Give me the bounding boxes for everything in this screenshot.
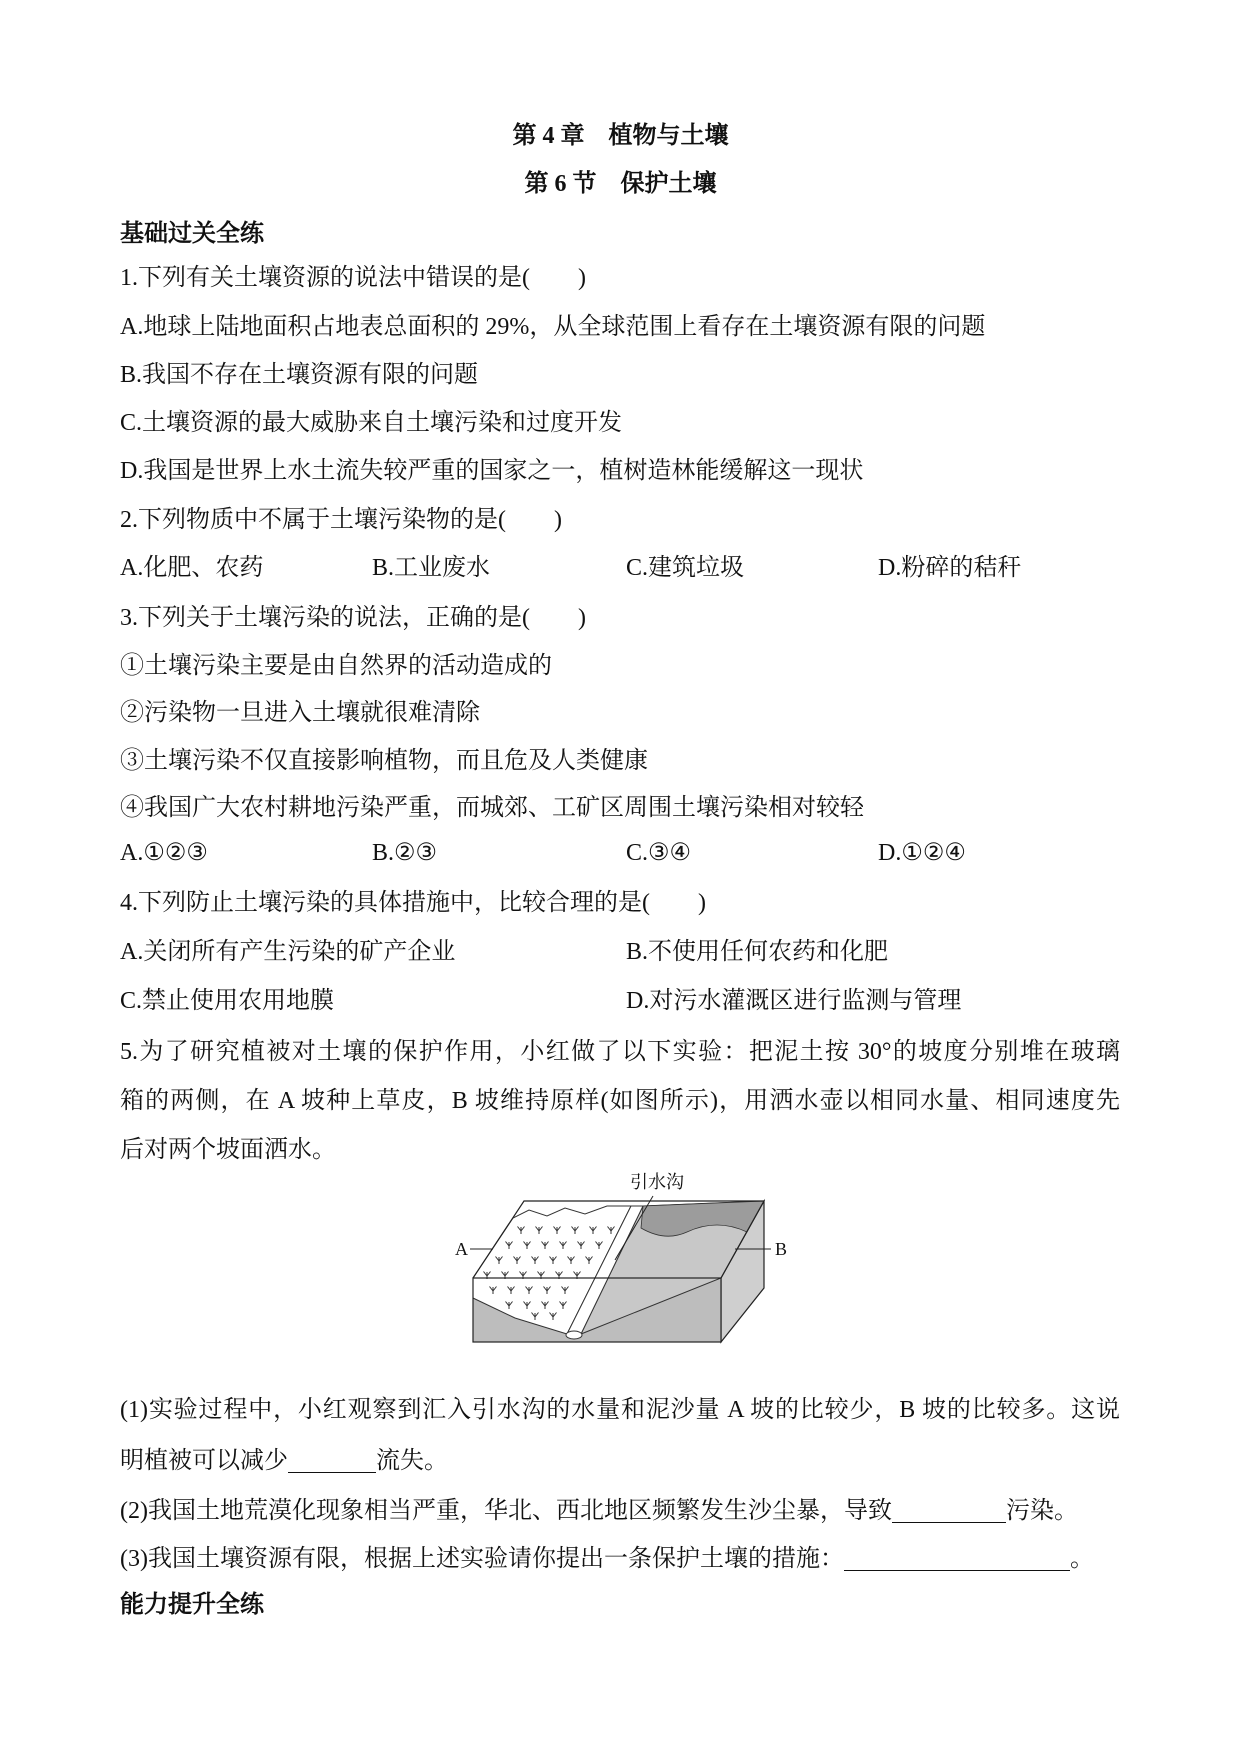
q1-option-d: D.我国是世界上水土流失较严重的国家之一，植树造林能缓解这一现状: [120, 458, 864, 484]
section-title: 第 6 节 保护土壤: [524, 171, 717, 197]
experiment-figure: [455, 1168, 795, 1348]
slope-b-label: B: [775, 1239, 788, 1259]
groove-label: 引水沟: [630, 1172, 684, 1192]
q3-statement-1: ①土壤污染主要是由自然界的活动造成的: [120, 653, 552, 679]
q5-sub2: [120, 1487, 1120, 1535]
q5-sub1-text-before: 明植被可以减少: [120, 1448, 288, 1474]
q3-option-a: A.①②③: [120, 840, 208, 866]
q2-option-c: C.建筑垃圾: [626, 555, 745, 581]
q1-option-b: B.我国不存在土壤资源有限的问题: [120, 362, 479, 388]
q5-sub2-text-before: (2)我国土地荒漠化现象相当严重，华北、西北地区频繁发生沙尘暴，导致: [120, 1498, 892, 1524]
q5-sub3: [120, 1535, 1120, 1583]
q5-sub2-text-after: 污染。: [1005, 1498, 1078, 1524]
answer-blank: [892, 1496, 1006, 1523]
groove-outlet: [566, 1331, 582, 1339]
q1-option-c: C.土壤资源的最大威胁来自土壤污染和过度开发: [120, 410, 623, 436]
q4-stem: 4.下列防止土壤污染的具体措施中，比较合理的是( ): [120, 890, 706, 916]
q5-sub3-text-before: (3)我国土壤资源有限，根据上述实验请你提出一条保护土壤的措施：: [120, 1546, 844, 1572]
q1-option-a: A.地球上陆地面积占地表总面积的 29%，从全球范围上看存在土壤资源有限的问题: [120, 314, 986, 340]
q4-option-b: B.不使用任何农药和化肥: [626, 939, 889, 965]
q5-stem-line-3: 后对两个坡面洒水。: [120, 1137, 336, 1163]
q5-stem-line-1: 5.为了研究植被对土壤的保护作用，小红做了以下实验：把泥土按 30°的坡度分别堆在玻璃: [120, 1039, 1120, 1065]
q1-stem: 1.下列有关土壤资源的说法中错误的是( ): [120, 265, 586, 291]
q5-sub1-text-after: 流失。: [376, 1448, 448, 1474]
q3-option-b: B.②③: [372, 840, 438, 866]
q3-option-d: D.①②④: [878, 840, 966, 866]
q2-option-b: B.工业废水: [372, 555, 491, 581]
q5-stem-line-2: 箱的两侧，在 A 坡种上草皮，B 坡维持原样(如图所示)，用洒水壶以相同水量、相同速度先: [120, 1088, 1120, 1114]
q3-statement-4: ④我国广大农村耕地污染严重，而城郊、工矿区周围土壤污染相对较轻: [120, 795, 864, 821]
answer-blank: [288, 1446, 376, 1473]
q4-option-a: A.关闭所有产生污染的矿产企业: [120, 939, 456, 965]
section-heading-basic: 基础过关全练: [120, 221, 264, 247]
slope-a-label: A: [455, 1239, 468, 1259]
q2-stem: 2.下列物质中不属于土壤污染物的是( ): [120, 507, 562, 533]
q3-statement-3: ③土壤污染不仅直接影响植物，而且危及人类健康: [120, 748, 648, 774]
chapter-title: 第 4 章 植物与土壤: [512, 123, 729, 149]
q2-option-d: D.粉碎的秸秆: [878, 555, 1022, 581]
q2-option-a: A.化肥、农药: [120, 555, 264, 581]
q3-stem: 3.下列关于土壤污染的说法，正确的是( ): [120, 605, 586, 631]
q5-sub1-line-1: (1)实验过程中，小红观察到汇入引水沟的水量和泥沙量 A 坡的比较少，B 坡的比较多。这说: [120, 1397, 1120, 1423]
q3-statement-2: ②污染物一旦进入土壤就很难清除: [120, 700, 480, 726]
q3-option-c: C.③④: [626, 840, 692, 866]
q5-sub1-line-2: [120, 1437, 1120, 1485]
q5-sub3-text-after: 。: [1069, 1546, 1094, 1572]
q4-option-d: D.对污水灌溉区进行监测与管理: [626, 988, 962, 1014]
section-heading-advanced: 能力提升全练: [120, 1592, 264, 1618]
q4-option-c: C.禁止使用农用地膜: [120, 988, 335, 1014]
answer-blank: [844, 1544, 1070, 1571]
